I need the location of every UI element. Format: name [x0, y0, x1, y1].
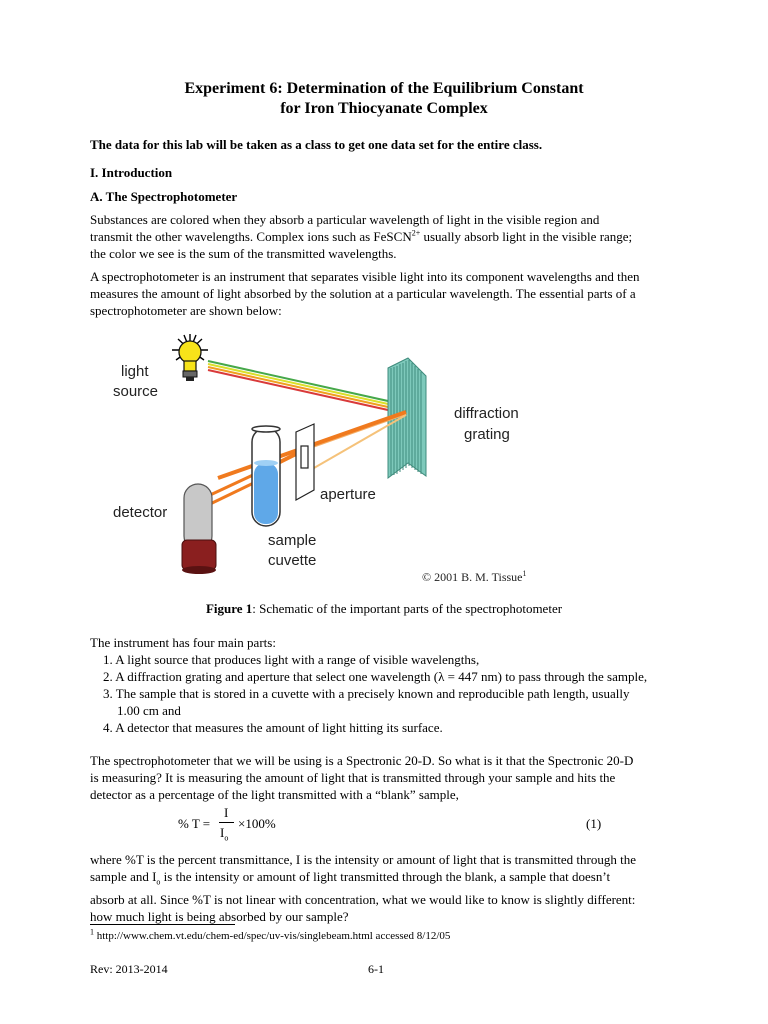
detector-device — [182, 484, 216, 574]
figure-caption: Figure 1: Schematic of the important parts of the spectrophotometer — [205, 601, 563, 616]
fraction-bar — [219, 822, 234, 823]
diffraction-label-1: diffraction — [454, 405, 519, 422]
list-item-2: 2. A diffraction grating and aperture that select one wavelength (λ = 447 nm) to pass through the sample, — [103, 669, 648, 684]
paragraph-1-line-1: Substances are colored when they absorb a particular wavelength of light in the visible region and — [90, 212, 600, 227]
document-title-line-2: for Iron Thiocyanate Complex — [280, 100, 488, 117]
subsection-heading: A. The Spectrophotometer — [90, 189, 238, 204]
paragraph-1-line-2: transmit the other wavelengths. Complex ions such as FeSCN$^{2+}$ usually absorb light in the visible range; — [90, 228, 633, 244]
equation-lhs: % T = — [178, 816, 211, 831]
lead-statement: The data for this lab will be taken as a class to get one data set for the entire class. — [90, 137, 543, 152]
paragraph-1-line-3: the color we see is the sum of the transmitted wavelengths. — [90, 246, 397, 261]
footnote-rule — [90, 924, 235, 925]
list-item-3-continued: 1.00 cm and — [117, 703, 181, 718]
sample-cuvette — [252, 426, 280, 526]
paragraph-3: The spectrophotometer that we will be using is a Spectronic 20-D. So what is it that the Spectronic 20-D is measuring? It is measuring the amount of light that is transmitted through your sample and hits the detector as a percentage of the light transmitted with a “blank” sample, — [90, 753, 634, 802]
light-source-label-1: light — [121, 363, 149, 380]
list-item-4: 4. A detector that measures the amount of light hitting its surface. — [103, 720, 443, 735]
equation-number: (1) — [586, 816, 602, 831]
paragraph-1 — [90, 211, 690, 262]
aperture-slit — [296, 424, 314, 500]
list-intro: The instrument has four main parts: — [90, 635, 276, 650]
list-item-3: 3. The sample that is stored in a cuvette with a precisely known and reproducible path length, usually — [103, 686, 630, 701]
paragraph-2: A spectrophotometer is an instrument that separates visible light into its component wavelengths and then measures the amount of light absorbed by the solution at a particular wavelength. The essential parts of a spectrophotometer are shown below: — [90, 269, 640, 318]
spectrophotometer-schematic — [88, 328, 548, 590]
revision-label: Rev: 2013-2014 — [90, 962, 168, 976]
list-item-1: 1. A light source that produces light with a range of visible wavelengths, — [103, 652, 480, 667]
light-bulb-icon — [172, 334, 208, 381]
equation-multiplier: ×100% — [238, 816, 276, 831]
copyright-notice: © 2001 B. M. Tissue$^1$ — [422, 569, 527, 584]
light-source-label-2: source — [113, 383, 159, 400]
sample-label-2: cuvette — [268, 552, 317, 569]
sample-label-1: sample — [268, 532, 317, 549]
section-heading: I. Introduction — [90, 165, 173, 180]
paragraph-4: where %T is the percent transmittance, I is the intensity or amount of light that is transmitted through the sample and $I_o$ is the intensity or amount of light transmitted through the blank, a sample that doesn’t absorb at all. Since %T is not linear with concentration, what we would like to know is slightly different: how much light is being absorbed by our sample? — [90, 852, 636, 924]
diffraction-label-2: grating — [464, 426, 510, 443]
document-title-line-1: Experiment 6: Determination of the Equilibrium Constant — [184, 80, 584, 97]
spectrophotometer-figure — [88, 328, 548, 590]
equation-numerator: I — [224, 805, 229, 820]
detector-label: detector — [113, 504, 168, 521]
white-light-beam — [208, 361, 406, 414]
equation-denominator: $I_o$ — [220, 825, 229, 843]
footnote: $^1$ http://www.chem.vt.edu/chem-ed/spec/uv-vis/singlebeam.html accessed 8/12/05 — [90, 927, 451, 942]
aperture-label: aperture — [320, 486, 376, 503]
page-number: 6-1 — [368, 962, 384, 976]
